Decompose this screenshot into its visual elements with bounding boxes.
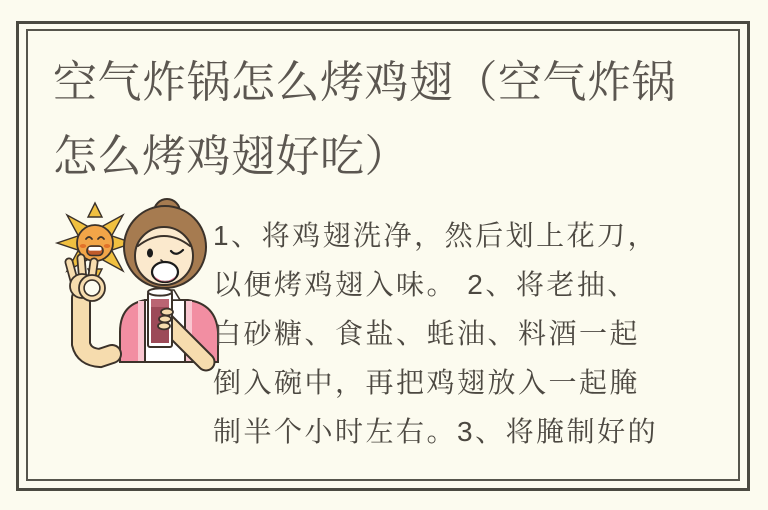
body-line-4: 倒入碗中，再把鸡翅放入一起腌 xyxy=(213,367,641,398)
left-eye xyxy=(147,249,153,258)
cardigan-trim-left xyxy=(138,301,145,361)
girl-and-sun-illustration xyxy=(48,190,238,402)
page-title xyxy=(53,46,713,194)
body-line-5: 制半个小时左右。3、将腌制好的 xyxy=(213,416,659,447)
body-line-3: 白砂糖、食盐、蚝油、料酒一起 xyxy=(213,318,641,349)
page-title-line-2: 怎么烤鸡翅好吃） xyxy=(53,132,409,181)
body-line-1: 1、将鸡翅洗净，然后划上花刀， xyxy=(213,220,659,251)
hand-fingers xyxy=(158,309,173,330)
body-line-2: 以便烤鸡翅入味。 2、将老抽、 xyxy=(213,269,638,300)
ok-hand-arm xyxy=(69,258,112,358)
page-title-line-1: 空气炸锅怎么烤鸡翅（空气炸锅 xyxy=(53,58,676,107)
open-mouth xyxy=(152,262,178,282)
article-body xyxy=(213,211,683,456)
girl-figure xyxy=(69,199,218,362)
